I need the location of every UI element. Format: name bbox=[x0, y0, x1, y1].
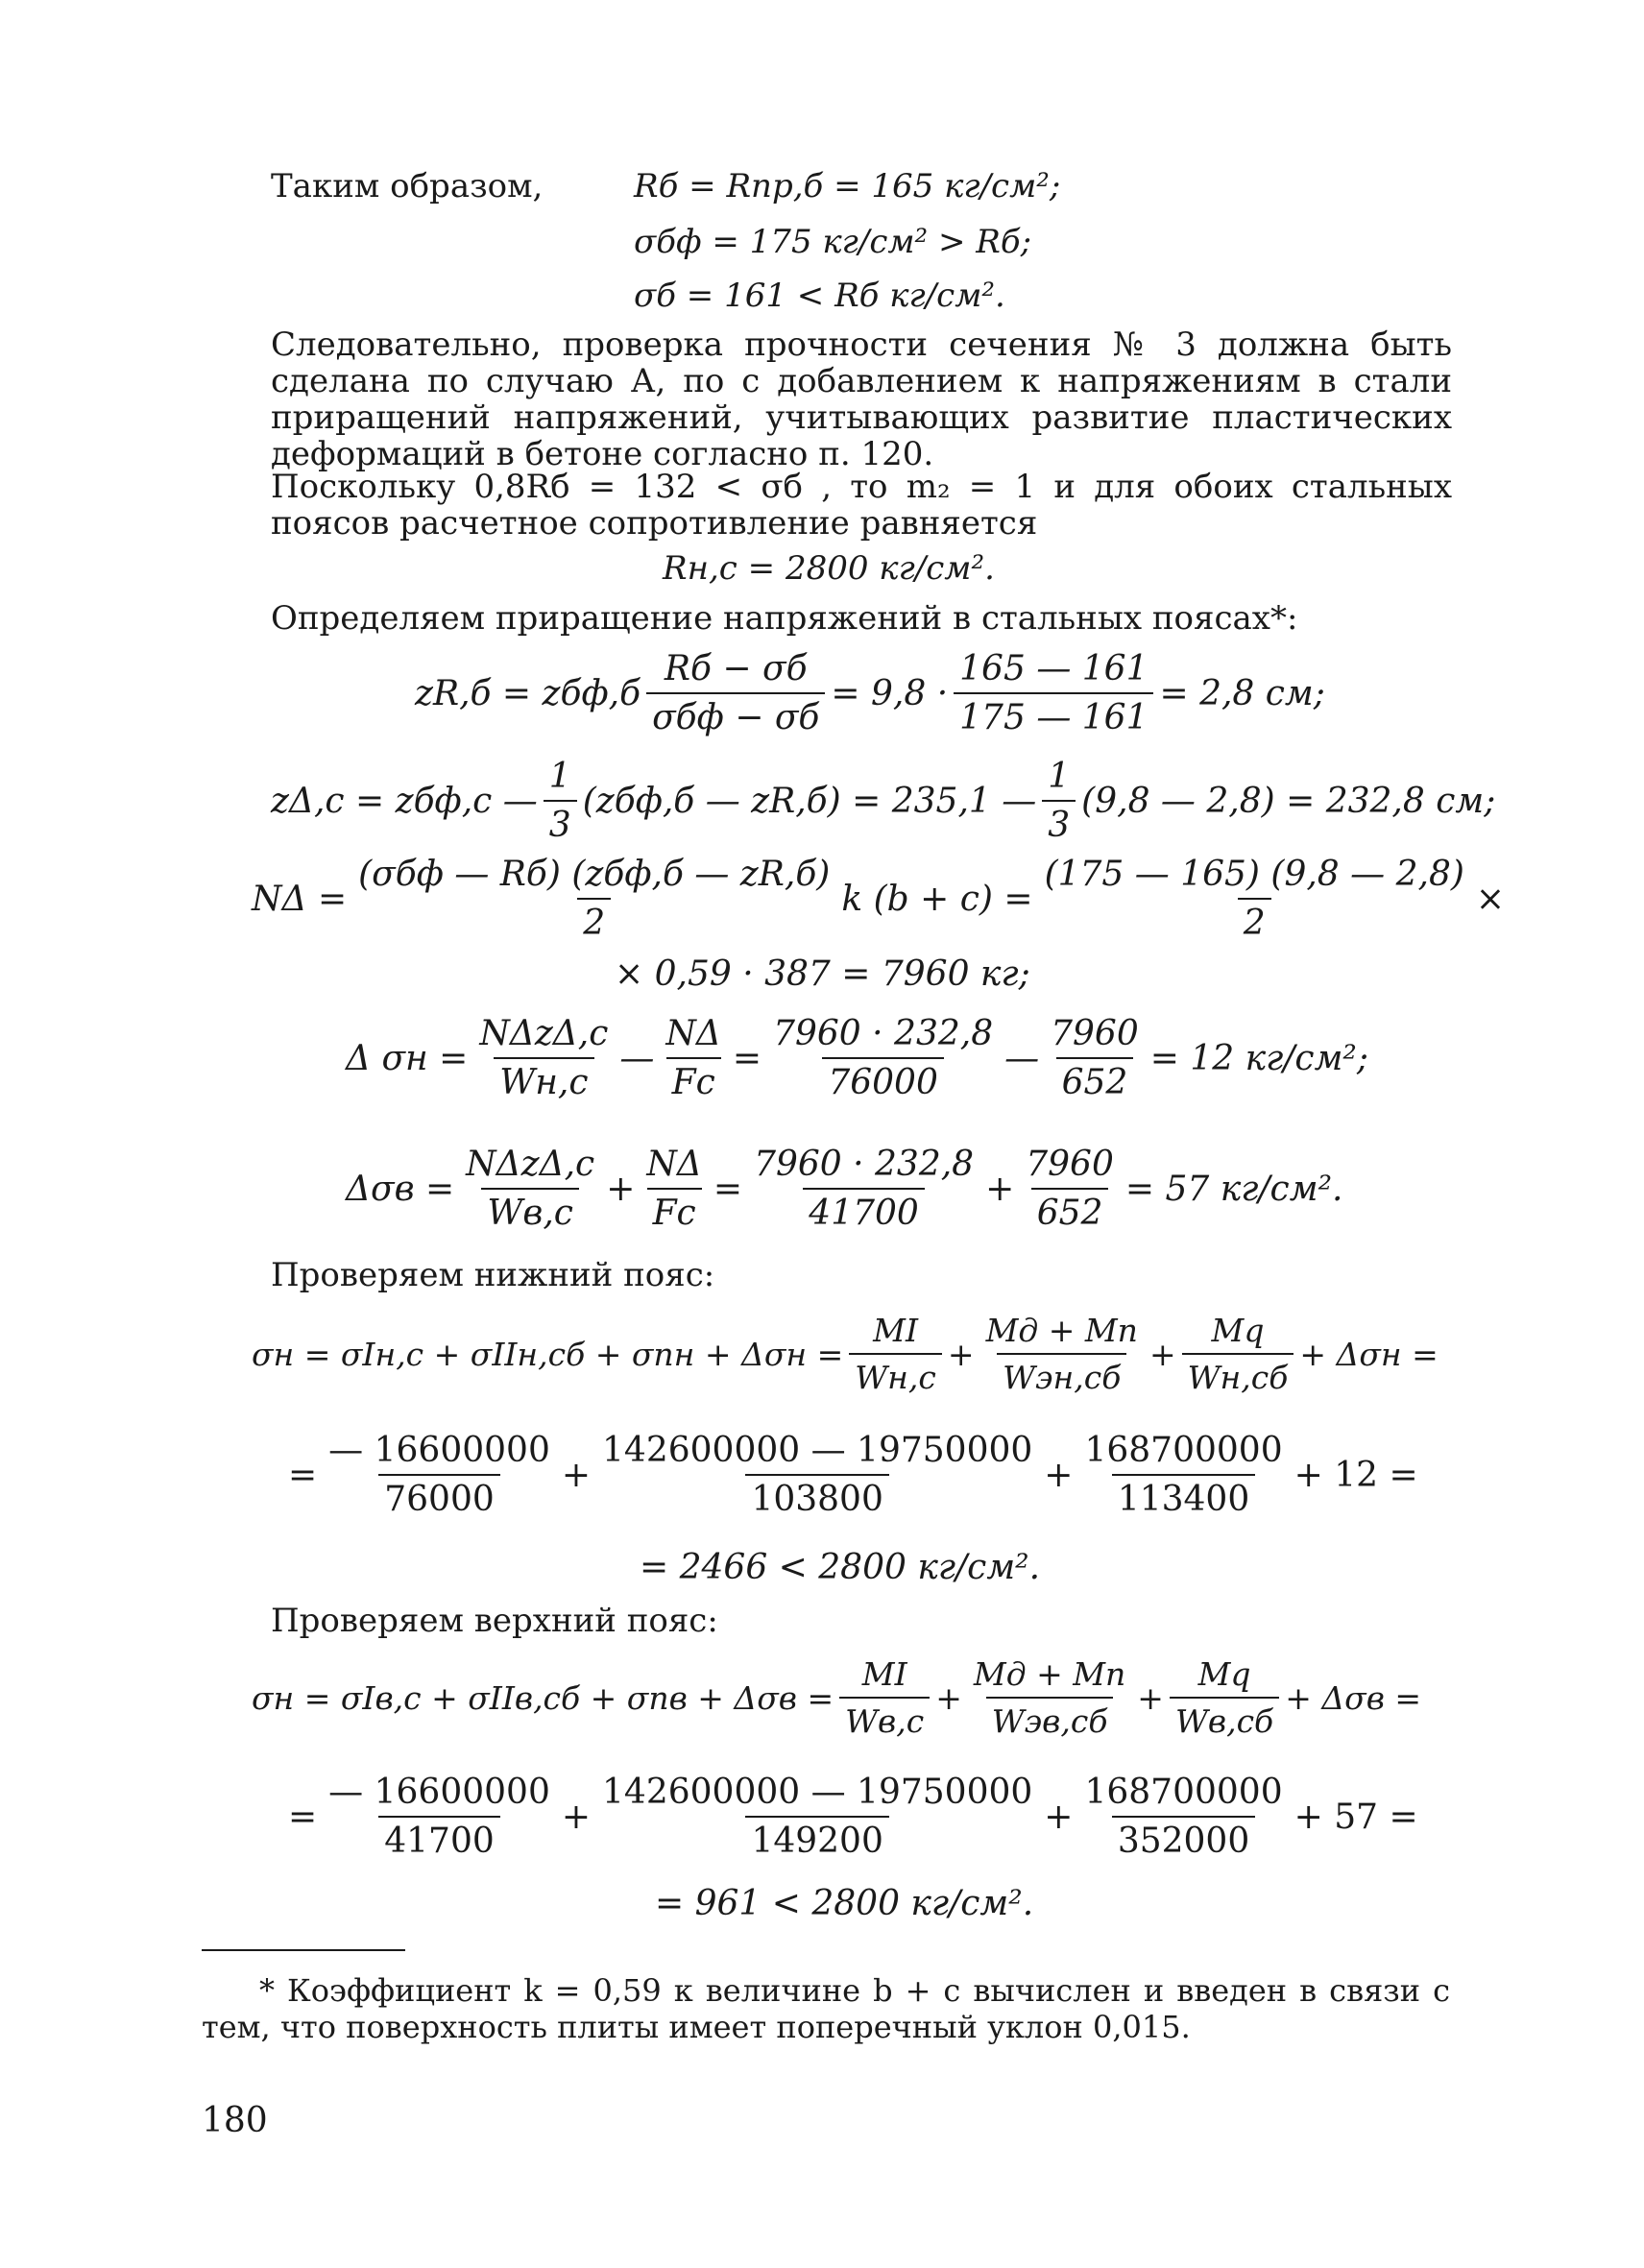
eq-up2-frac3 bbox=[1078, 1773, 1288, 1861]
eq-zr-den1: σбф − σб bbox=[646, 692, 825, 737]
eq-dsv-plus2: + bbox=[985, 1169, 1015, 1209]
eq-zd-rhs: (9,8 — 2,8) = 232,8 см; bbox=[1081, 781, 1496, 821]
eq-zd-frac2 bbox=[1042, 757, 1076, 845]
eq-nd-frac1 bbox=[352, 855, 835, 943]
page-number: 180 bbox=[202, 2101, 268, 2140]
eq-up3: = 961 < 2800 кг/см². bbox=[655, 1884, 1034, 1923]
eq-dsv-frac4 bbox=[1020, 1145, 1120, 1233]
eq-low1 bbox=[252, 1312, 1438, 1396]
eq-zr-den2: 175 — 161 bbox=[954, 692, 1153, 737]
eq-dsn-rhs: = 12 кг/см²; bbox=[1149, 1038, 1368, 1078]
eq-dsn-frac1 bbox=[473, 1014, 614, 1102]
eq-zr-num2: 165 — 161 bbox=[959, 649, 1148, 688]
eq-dsv-plus: + bbox=[606, 1169, 636, 1209]
eq-dsn-d4: 652 bbox=[1056, 1057, 1134, 1102]
eq-zr-frac1 bbox=[646, 649, 825, 737]
eq-up1-frac2 bbox=[968, 1655, 1131, 1740]
paragraph-2: Поскольку 0,8Rб = 132 < σб , то m₂ = 1 и для обоих стальных поясов расчетное сопротивление равняется bbox=[271, 468, 1452, 543]
eq-low2-eq: = bbox=[288, 1455, 318, 1495]
eq-low1-frac2 bbox=[980, 1312, 1144, 1396]
eq-up1-d2: Wэв,сб bbox=[986, 1697, 1114, 1740]
eq-up2-rhs: + 57 = bbox=[1293, 1797, 1418, 1837]
eq-low2-d3: 113400 bbox=[1112, 1474, 1255, 1519]
eq-dsv-frac1 bbox=[460, 1145, 600, 1233]
eq-zr-mid: = 9,8 · bbox=[831, 673, 949, 713]
eq-dsn-d3: 76000 bbox=[822, 1057, 944, 1102]
eq-zr-frac2 bbox=[954, 649, 1153, 737]
eq-low2-d1: 76000 bbox=[378, 1474, 500, 1519]
eq-zd bbox=[271, 757, 1495, 845]
eq-dsn bbox=[346, 1014, 1368, 1102]
eq-nd-lhs: NΔ = bbox=[252, 879, 348, 919]
eq-dsn-frac4 bbox=[1045, 1014, 1145, 1102]
eq-up1-plus: + bbox=[935, 1678, 962, 1717]
eq-dsv-d1: Wв,с bbox=[481, 1188, 579, 1233]
eq-up1-d1: Wв,с bbox=[839, 1697, 930, 1740]
eq-dsv-frac2 bbox=[641, 1145, 708, 1233]
eq-zd-lhs: zΔ,с = zбф,с — bbox=[271, 781, 538, 821]
eq-up1-n2: Mд + Mп bbox=[973, 1655, 1126, 1693]
eq-low1-d1: Wн,с bbox=[849, 1353, 942, 1396]
eq-dsn-d1: Wн,с bbox=[494, 1057, 593, 1102]
eq-nd-num2: (175 — 165) (9,8 — 2,8) bbox=[1044, 855, 1464, 894]
footnote-divider bbox=[202, 1949, 405, 1951]
eq-zr-lhs: zR,б = zбф,б bbox=[415, 673, 641, 713]
eq-dsv bbox=[346, 1145, 1342, 1233]
eq-up1-frac1 bbox=[839, 1655, 930, 1740]
eq-zd-d2: 3 bbox=[1042, 800, 1076, 845]
eq-dsn-minus: — bbox=[619, 1038, 655, 1078]
check-lower-heading: Проверяем нижний пояс: bbox=[271, 1256, 715, 1294]
eq-nd-cont: × 0,59 · 387 = 7960 кг; bbox=[615, 954, 1030, 994]
eq-low3: = 2466 < 2800 кг/см². bbox=[640, 1548, 1041, 1587]
eq-zd-mid: (zбф,б — zR,б) = 235,1 — bbox=[582, 781, 1037, 821]
eq-sbf: σбф = 175 кг/см² > Rб; bbox=[634, 223, 1032, 261]
eq-up2-eq: = bbox=[288, 1797, 318, 1837]
intro-label: Таким образом, bbox=[271, 167, 544, 205]
eq-up2 bbox=[288, 1773, 1418, 1861]
eq-low1-n2: Mд + Mп bbox=[985, 1312, 1138, 1349]
eq-zd-n2: 1 bbox=[1048, 757, 1071, 796]
eq-nd bbox=[252, 855, 1505, 943]
eq-dsv-n2: NΔ bbox=[646, 1145, 702, 1184]
eq-low2-n3: 168700000 bbox=[1084, 1431, 1283, 1470]
eq-up1-rhs: + Δσв = bbox=[1285, 1678, 1422, 1717]
eq-dsn-n4: 7960 bbox=[1051, 1014, 1139, 1053]
eq-zr bbox=[415, 649, 1325, 737]
eq-low2-n2: 142600000 — 19750000 bbox=[602, 1431, 1033, 1470]
eq-dsv-n4: 7960 bbox=[1026, 1145, 1114, 1184]
eq-low1-d2: Wэн,сб bbox=[997, 1353, 1126, 1396]
eq-low2-n1: — 16600000 bbox=[328, 1431, 550, 1470]
eq-dsv-d2: Fс bbox=[647, 1188, 702, 1233]
eq-low1-plus: + bbox=[947, 1335, 975, 1373]
eq-low1-n3: Mq bbox=[1211, 1312, 1265, 1349]
eq-low2-frac3 bbox=[1078, 1431, 1288, 1519]
eq-zd-frac1 bbox=[544, 757, 577, 845]
eq-sb: σб = 161 < Rб кг/см². bbox=[634, 277, 1005, 315]
eq-nd-mid: k (b + c) = bbox=[841, 879, 1033, 919]
eq-low1-d3: Wн,сб bbox=[1182, 1353, 1294, 1396]
eq-nd-den2: 2 bbox=[1238, 898, 1271, 943]
eq-low2-rhs: + 12 = bbox=[1293, 1455, 1418, 1495]
eq-up1-lhs: σн = σIв,с + σIIв,сб + σпв + Δσв = bbox=[252, 1678, 834, 1717]
eq-up2-plus2: + bbox=[1044, 1797, 1074, 1837]
eq-dsn-d2: Fс bbox=[666, 1057, 721, 1102]
eq-up1-plus2: + bbox=[1137, 1678, 1164, 1717]
eq-low1-lhs: σн = σIн,с + σIIн,сб + σпн + Δσн = bbox=[252, 1335, 844, 1373]
eq-dsn-frac3 bbox=[767, 1014, 999, 1102]
eq-dsv-eq: = bbox=[713, 1169, 743, 1209]
eq-up1-n3: Mq bbox=[1197, 1655, 1251, 1693]
eq-up1-d3: Wв,сб bbox=[1170, 1697, 1279, 1740]
paragraph-3: Определяем приращение напряжений в стальных поясах*: bbox=[271, 599, 1298, 638]
check-upper-heading: Проверяем верхний пояс: bbox=[271, 1602, 718, 1640]
eq-nd-times: × bbox=[1475, 879, 1506, 919]
eq-up2-plus: + bbox=[561, 1797, 592, 1837]
eq-nd-den1: 2 bbox=[577, 898, 611, 943]
eq-zr-rhs: = 2,8 см; bbox=[1159, 673, 1325, 713]
eq-up2-d3: 352000 bbox=[1112, 1816, 1255, 1861]
eq-dsv-d3: 41700 bbox=[803, 1188, 925, 1233]
eq-zd-d1: 3 bbox=[544, 800, 577, 845]
eq-up2-frac1 bbox=[323, 1773, 556, 1861]
eq-up2-d1: 41700 bbox=[378, 1816, 500, 1861]
eq-low1-plus2: + bbox=[1148, 1335, 1176, 1373]
eq-up2-n1: — 16600000 bbox=[328, 1773, 550, 1812]
paragraph-1: Следовательно, проверка прочности сечения № 3 должна быть сделана по случаю А, по с добавлением к напряжениям в стали приращений напряжений, учитывающих развитие пластических деформаций в бетоне согласно п. 120. bbox=[271, 326, 1452, 473]
eq-dsv-n3: 7960 · 232,8 bbox=[754, 1145, 975, 1184]
eq-up1-n1: MI bbox=[861, 1655, 907, 1693]
eq-up1-frac3 bbox=[1170, 1655, 1279, 1740]
eq-low1-rhs: + Δσн = bbox=[1299, 1335, 1438, 1373]
eq-dsn-n2: NΔ bbox=[665, 1014, 721, 1053]
eq-zd-n1: 1 bbox=[548, 757, 571, 796]
eq-dsn-eq: = bbox=[732, 1038, 762, 1078]
eq-up1 bbox=[252, 1655, 1421, 1740]
eq-rb: Rб = Rпр,б = 165 кг/см²; bbox=[634, 167, 1061, 205]
eq-up2-n2: 142600000 — 19750000 bbox=[602, 1773, 1033, 1812]
eq-nd-num1: (σбф — Rб) (zбф,б — zR,б) bbox=[358, 855, 831, 894]
eq-low2 bbox=[288, 1431, 1418, 1519]
eq-dsv-n1: NΔzΔ,с bbox=[466, 1145, 595, 1184]
eq-dsn-frac2 bbox=[660, 1014, 727, 1102]
eq-up2-frac2 bbox=[596, 1773, 1038, 1861]
eq-low2-frac2 bbox=[596, 1431, 1038, 1519]
eq-low2-d2: 103800 bbox=[745, 1474, 888, 1519]
eq-rnc: Rн,с = 2800 кг/см². bbox=[663, 549, 995, 588]
eq-zr-num1: Rб − σб bbox=[664, 649, 808, 688]
eq-dsv-d4: 652 bbox=[1031, 1188, 1109, 1233]
eq-low2-plus2: + bbox=[1044, 1455, 1074, 1495]
eq-low2-frac1 bbox=[323, 1431, 556, 1519]
eq-dsn-n3: 7960 · 232,8 bbox=[773, 1014, 994, 1053]
eq-nd-frac2 bbox=[1039, 855, 1470, 943]
eq-low1-frac1 bbox=[849, 1312, 942, 1396]
eq-dsn-minus2: — bbox=[1004, 1038, 1040, 1078]
eq-dsn-lhs: Δ σн = bbox=[346, 1038, 469, 1078]
eq-up2-n3: 168700000 bbox=[1084, 1773, 1283, 1812]
eq-dsv-frac3 bbox=[748, 1145, 979, 1233]
footnote: * Коэффициент k = 0,59 к величине b + c вычислен и введен в связи с тем, что поверхность плиты имеет поперечный уклон 0,015. bbox=[202, 1972, 1450, 2045]
eq-low1-frac3 bbox=[1182, 1312, 1294, 1396]
eq-dsv-rhs: = 57 кг/см². bbox=[1124, 1169, 1343, 1209]
eq-dsn-n1: NΔzΔ,с bbox=[479, 1014, 609, 1053]
eq-up2-d2: 149200 bbox=[745, 1816, 888, 1861]
eq-low1-n1: MI bbox=[873, 1312, 918, 1349]
eq-low2-plus: + bbox=[561, 1455, 592, 1495]
eq-dsv-lhs: Δσв = bbox=[346, 1169, 455, 1209]
